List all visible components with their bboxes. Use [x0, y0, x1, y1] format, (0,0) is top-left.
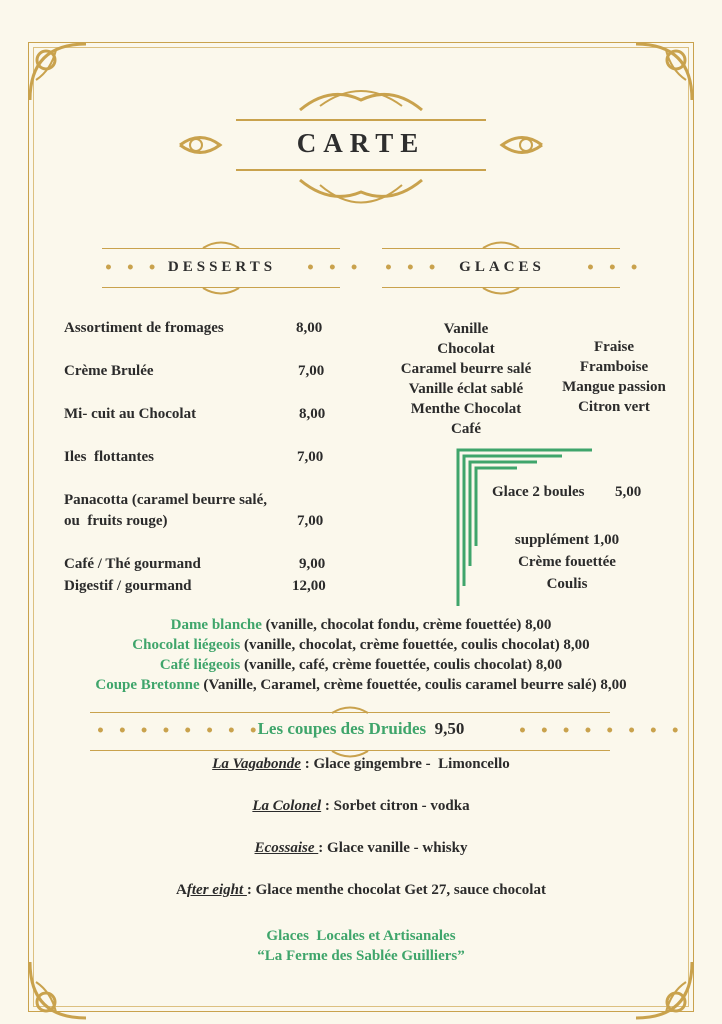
druide-desc: : Glace gingembre - Limoncello: [300, 756, 510, 772]
coupe-name: Dame blanche: [170, 617, 262, 633]
coupe-line-2: [0, 637, 722, 654]
corner-ornament-top-left: [26, 40, 96, 110]
dessert-name-3: Mi- cuit au Chocolat: [64, 406, 197, 422]
coupe-name: Café liégeois: [159, 657, 241, 673]
druide-name: Ecossaise: [254, 840, 319, 856]
supplement-item: Coulis: [546, 576, 588, 592]
coupe-desc: (vanille, chocolat fondu, crème fouettée) 8,00: [261, 617, 552, 633]
druide-name: fter eight: [186, 882, 247, 898]
dessert-price-7: 9,00: [299, 556, 326, 572]
glaces-right-list: [548, 337, 680, 417]
coupe-desc: (Vanille, Caramel, crème fouettée, coulis caramel beurre salé) 8,00: [199, 677, 627, 693]
desserts-dots-right: • • •: [306, 260, 363, 276]
supplement-block: [488, 529, 646, 595]
dessert-price-6: 7,00: [297, 513, 324, 529]
page-title: CARTE: [296, 128, 426, 158]
desserts-heading: DESSERTS: [167, 259, 277, 275]
flavor-item: Citron vert: [578, 399, 650, 415]
dessert-price-8: 12,00: [292, 578, 326, 594]
supplement-label: supplément 1,00: [514, 532, 620, 548]
flavor-item: Framboise: [579, 359, 649, 375]
druides-price: 9,50: [434, 719, 465, 738]
flavor-item: Mangue passion: [562, 379, 666, 395]
footer-line-1: Glaces Locales et Artisanales: [266, 928, 456, 944]
dessert-name-5: Panacotta (caramel beurre salé,: [64, 492, 267, 508]
supplement-item: Crème fouettée: [518, 554, 616, 570]
dessert-name-7: Café / Thé gourmand: [64, 556, 201, 572]
dessert-name-2: Crème Brulée: [64, 363, 154, 379]
coupe-name: Chocolat liégeois: [132, 637, 241, 653]
flavor-item: Vanille: [443, 321, 489, 337]
dessert-price-1: 8,00: [296, 320, 323, 336]
dessert-name-4: Iles flottantes: [64, 449, 154, 465]
druide-desc: : Sorbet citron - vodka: [321, 798, 470, 814]
coupe-line-4: [0, 677, 722, 694]
glaces-dots-left: • • •: [384, 260, 441, 276]
two-scoops-label: Glace 2 boules: [492, 484, 585, 500]
dessert-name-6: ou fruits rouge): [64, 513, 168, 529]
desserts-dots-left: • • •: [104, 260, 161, 276]
druides-heading-line: [0, 719, 722, 739]
druides-dots-left: • • • • • • • •: [96, 723, 262, 739]
dessert-price-3: 8,00: [299, 406, 326, 422]
druide-name: La Colonel: [252, 798, 322, 814]
coupe-desc: (vanille, chocolat, crème fouettée, coulis chocolat) 8,00: [240, 637, 590, 653]
druide-desc: : Glace vanille - whisky: [318, 840, 468, 856]
glaces-left-list: [386, 319, 546, 439]
flavor-item: Fraise: [594, 339, 634, 355]
druides-dots-right: • • • • • • • •: [518, 723, 684, 739]
druide-item-1: [0, 756, 722, 773]
flavor-item: Menthe Chocolat: [410, 401, 522, 417]
footer-line-2: “La Ferme des Sablée Guilliers”: [257, 948, 465, 964]
flavor-item: Café: [451, 421, 481, 437]
flavor-item: Chocolat: [437, 341, 495, 357]
coupe-name: Coupe Bretonne: [95, 677, 200, 693]
druide-item-4: After eight : Glace menthe chocolat Get 27, sauce chocolat: [176, 882, 546, 898]
glaces-heading: GLACES: [459, 259, 545, 275]
dessert-price-2: 7,00: [298, 363, 325, 379]
dessert-name-1: Assortiment de fromages: [64, 320, 224, 336]
flavor-item: Caramel beurre salé: [400, 361, 532, 377]
druide-item-3: [0, 840, 722, 857]
glaces-dots-right: • • •: [586, 260, 643, 276]
dessert-price-4: 7,00: [297, 449, 324, 465]
druide-name: La Vagabonde: [212, 756, 301, 772]
corner-ornament-top-right: [626, 40, 696, 110]
dessert-name-8: Digestif / gourmand: [64, 578, 192, 594]
coupe-line-3: [0, 657, 722, 674]
coupe-desc: (vanille, café, crème fouettée, coulis chocolat) 8,00: [240, 657, 563, 673]
druide-desc: : Glace menthe chocolat Get 27, sauce chocolat: [246, 882, 546, 898]
coupe-line-1: [0, 617, 722, 634]
flavor-item: Vanille éclat sablé: [408, 381, 524, 397]
druides-heading: Les coupes des Druides: [257, 719, 427, 738]
two-scoops-price: 5,00: [615, 484, 642, 500]
druide-item-2: [0, 798, 722, 815]
